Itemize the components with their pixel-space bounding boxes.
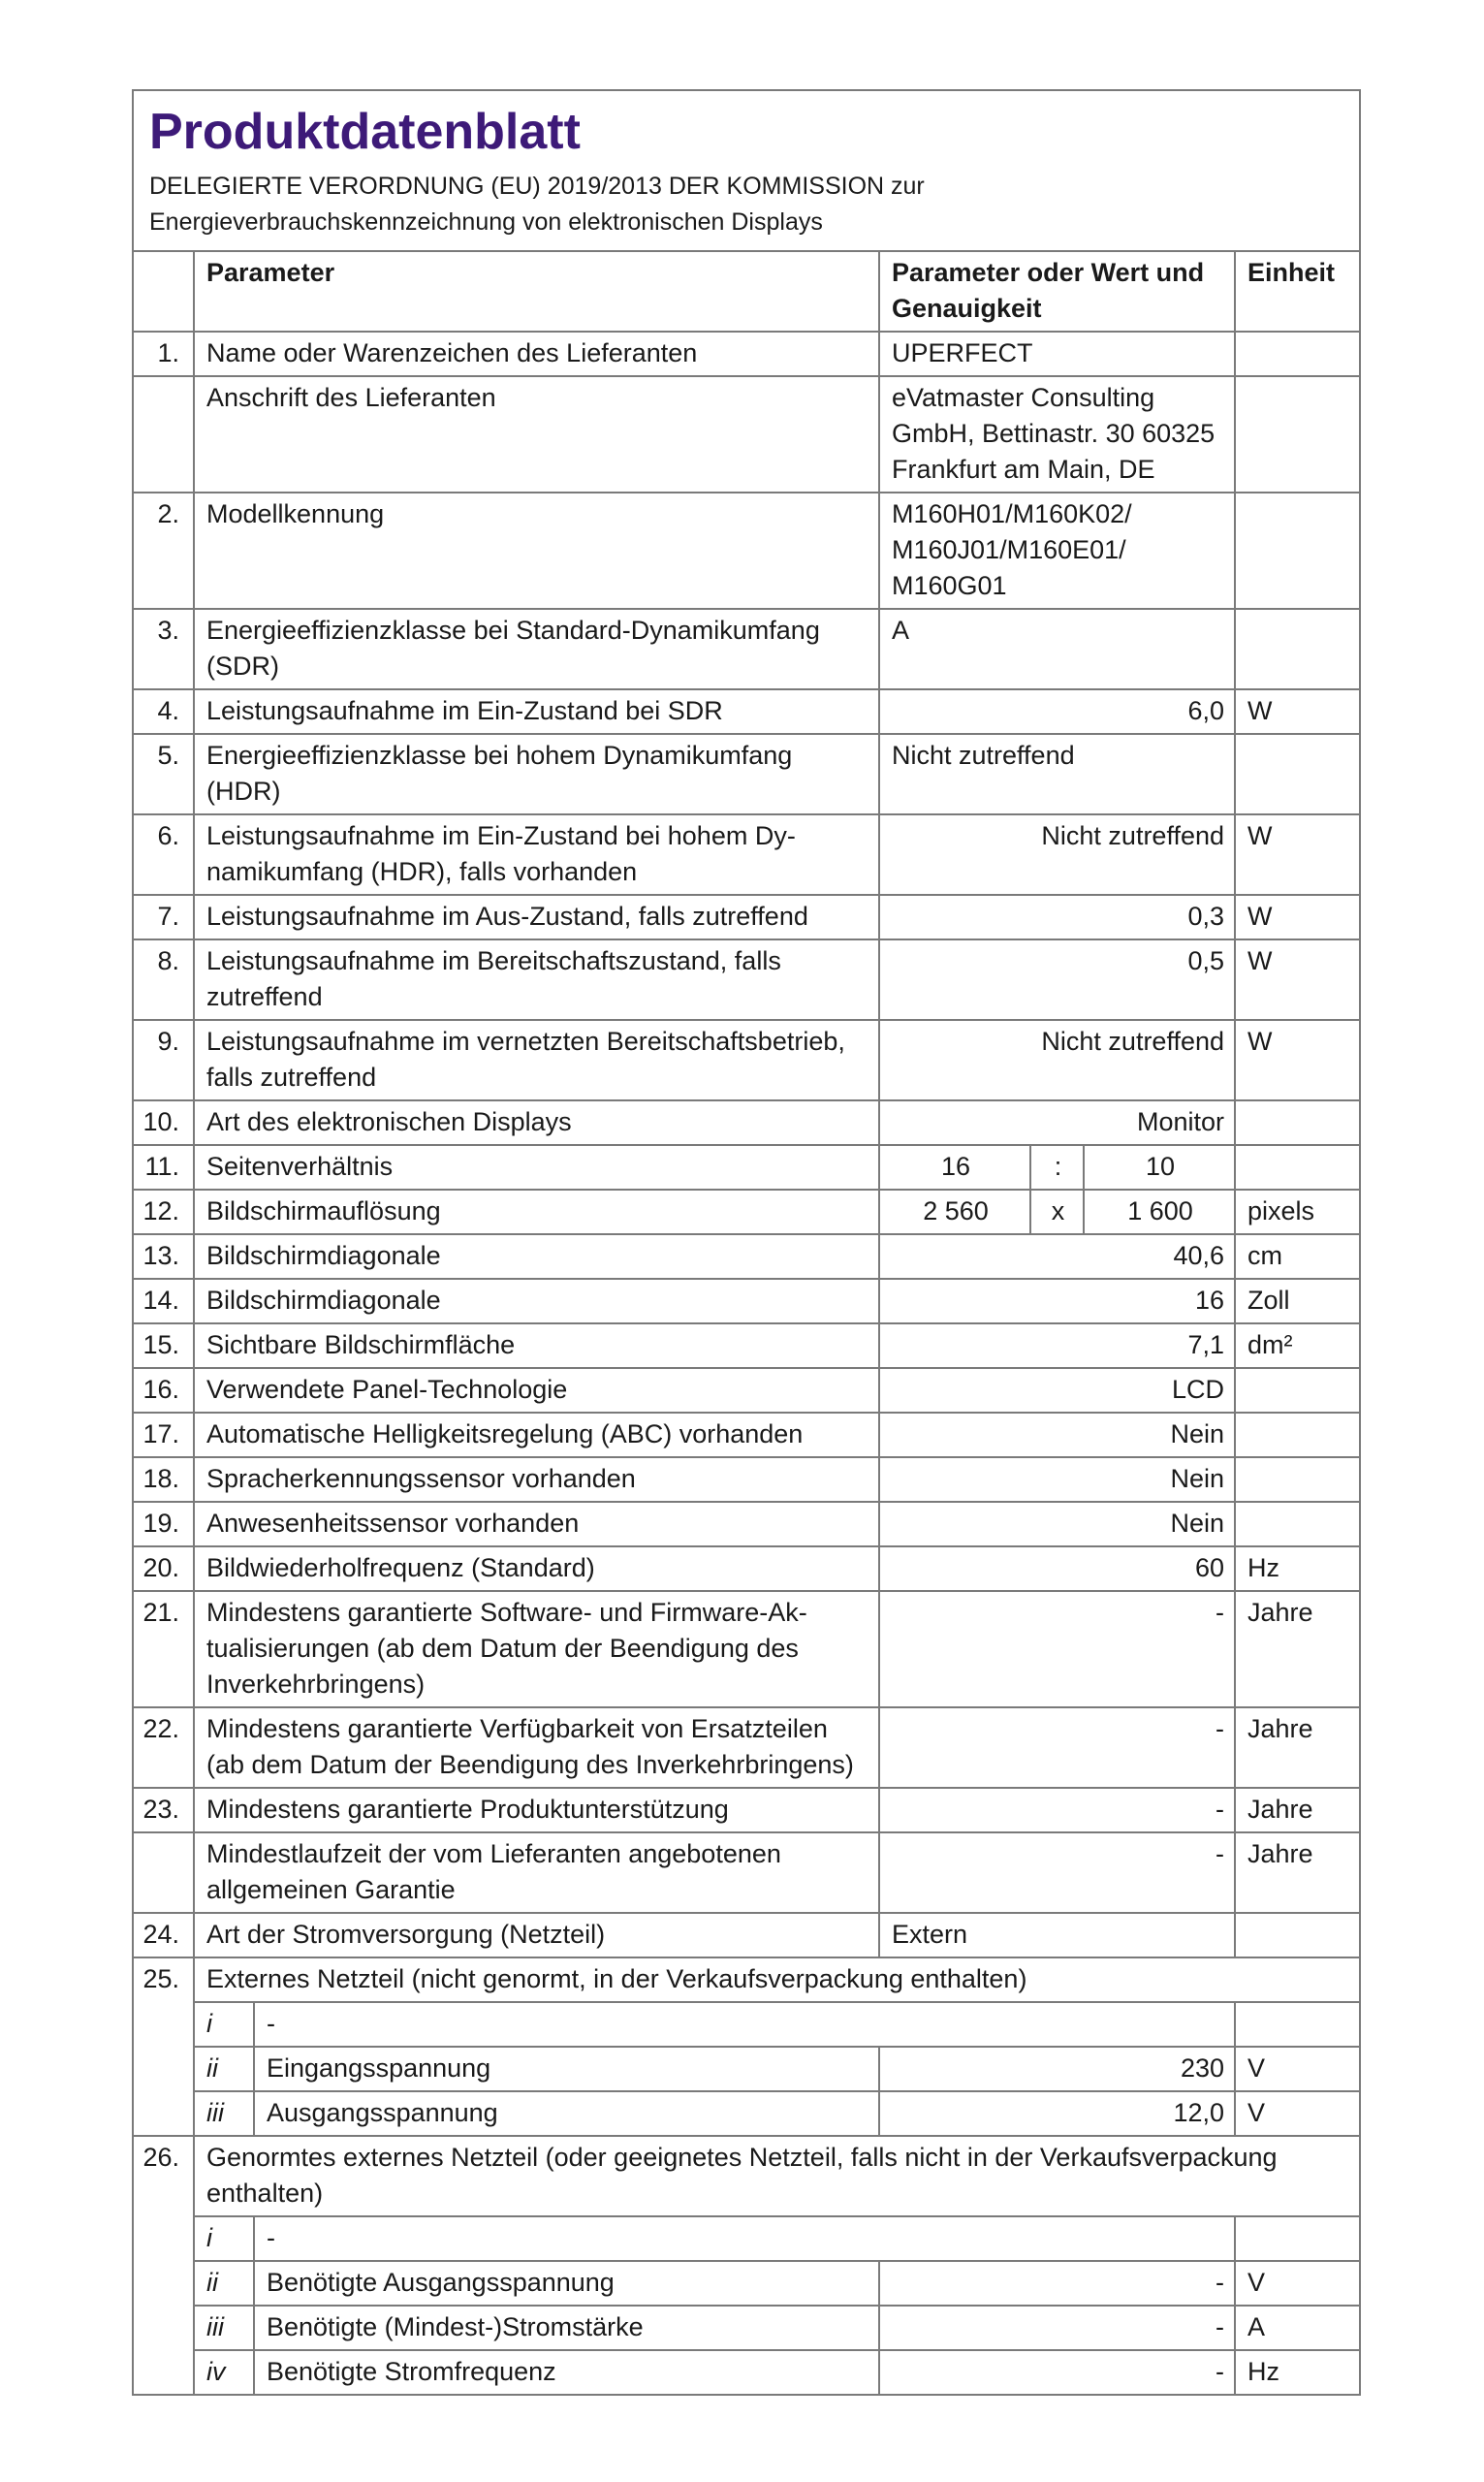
row-number: 19. bbox=[134, 1502, 194, 1546]
table-row bbox=[134, 1832, 1359, 1913]
row-value-a: 16 bbox=[879, 1145, 1030, 1190]
row-unit: V bbox=[1235, 2091, 1359, 2136]
table-row bbox=[134, 939, 1359, 1020]
row-value: 16 bbox=[879, 1279, 1235, 1323]
subrow-label: Benötigte (Mindest-)Stromstärke bbox=[254, 2306, 879, 2350]
row-label: Externes Netzteil (nicht genormt, in der Verkaufsverpackung enthalten) bbox=[194, 1957, 1359, 2002]
row-value: Nein bbox=[879, 1413, 1235, 1457]
row-label: Energieeffizienzklasse bei Standard-Dynamikumfang (SDR) bbox=[194, 609, 879, 689]
sheet-header bbox=[134, 91, 1359, 252]
row-unit bbox=[1235, 332, 1359, 376]
table-row bbox=[134, 1913, 1359, 1957]
row-label: Sichtbare Bildschirmfläche bbox=[194, 1323, 879, 1368]
row-value: 6,0 bbox=[879, 689, 1235, 734]
row-unit bbox=[1235, 734, 1359, 814]
row-number: 25. bbox=[134, 1957, 194, 2002]
row-label: Bildschirmdiagonale bbox=[194, 1234, 879, 1279]
row-unit: W bbox=[1235, 689, 1359, 734]
table-row bbox=[134, 1591, 1359, 1707]
row-number: 24. bbox=[134, 1913, 194, 1957]
row-number: 23. bbox=[134, 1788, 194, 1832]
table-row bbox=[134, 1020, 1359, 1100]
row-unit bbox=[1235, 1457, 1359, 1502]
row-label: Genormtes externes Netzteil (oder geeignetes Netzteil, falls nicht in der Verkaufsverpackung enthalten) bbox=[194, 2136, 1359, 2216]
row-unit: V bbox=[1235, 2047, 1359, 2091]
table-row bbox=[134, 1957, 1359, 2002]
row-label: Mindestens garantierte Produktunterstützung bbox=[194, 1788, 879, 1832]
row-label: Automatische Helligkeitsregelung (ABC) vorhanden bbox=[194, 1413, 879, 1457]
row-label: Mindestens garantierte Verfügbarkeit von Ersatzteilen (ab dem Datum der Beendigung des Inverkehrbringens) bbox=[194, 1707, 879, 1788]
row-label: Bildschirmauflösung bbox=[194, 1190, 879, 1234]
row-value: 230 bbox=[879, 2047, 1235, 2091]
subrow-label: Benötigte Ausgangsspannung bbox=[254, 2261, 879, 2306]
row-label: Spracherkennungssensor vorhanden bbox=[194, 1457, 879, 1502]
page-title: Produktdatenblatt bbox=[149, 104, 581, 160]
table-row bbox=[134, 1323, 1359, 1368]
row-value: 60 bbox=[879, 1546, 1235, 1591]
row-unit: W bbox=[1235, 1020, 1359, 1100]
product-data-sheet bbox=[132, 89, 1361, 2396]
row-unit: Jahre bbox=[1235, 1591, 1359, 1707]
row-value: - bbox=[879, 1591, 1235, 1707]
row-unit: pixels bbox=[1235, 1190, 1359, 1234]
table-row bbox=[134, 1502, 1359, 1546]
table-row bbox=[134, 1788, 1359, 1832]
row-unit bbox=[1235, 1913, 1359, 1957]
row-value: 40,6 bbox=[879, 1234, 1235, 1279]
row-value-b: 1 600 bbox=[1084, 1190, 1235, 1234]
row-unit: Jahre bbox=[1235, 1832, 1359, 1913]
row-value: Nicht zutreffend bbox=[879, 1020, 1235, 1100]
row-unit bbox=[1235, 376, 1359, 493]
row-value: Nein bbox=[879, 1502, 1235, 1546]
row-number: 11. bbox=[134, 1145, 194, 1190]
regulation-line-1: DELEGIERTE VERORDNUNG (EU) 2019/2013 DER KOMMISSION zur bbox=[149, 173, 925, 200]
row-unit: Jahre bbox=[1235, 1707, 1359, 1788]
subrow-label: Benötigte Stromfrequenz bbox=[254, 2350, 879, 2394]
row-unit bbox=[1235, 609, 1359, 689]
table-header-row bbox=[134, 252, 1359, 332]
table-subrow bbox=[134, 2306, 1359, 2350]
table-subrow bbox=[134, 2350, 1359, 2394]
row-value: 7,1 bbox=[879, 1323, 1235, 1368]
row-value: Monitor bbox=[879, 1100, 1235, 1145]
table-row bbox=[134, 493, 1359, 609]
table-subrow bbox=[134, 2047, 1359, 2091]
row-unit: A bbox=[1235, 2306, 1359, 2350]
table-row bbox=[134, 689, 1359, 734]
table-subrow bbox=[134, 2216, 1359, 2261]
row-unit bbox=[1235, 2216, 1359, 2261]
column-header-unit: Einheit bbox=[1235, 252, 1359, 332]
row-label: Art der Stromversorgung (Netzteil) bbox=[194, 1913, 879, 1957]
row-number: 5. bbox=[134, 734, 194, 814]
row-number: 18. bbox=[134, 1457, 194, 1502]
row-label: Anschrift des Lieferanten bbox=[194, 376, 879, 493]
table-subrow bbox=[134, 2091, 1359, 2136]
row-number: 14. bbox=[134, 1279, 194, 1323]
column-header-parameter: Parameter bbox=[194, 252, 879, 332]
row-number: 9. bbox=[134, 1020, 194, 1100]
row-unit: W bbox=[1235, 895, 1359, 939]
table-subrow bbox=[134, 2261, 1359, 2306]
row-number: 6. bbox=[134, 814, 194, 895]
row-value: - bbox=[879, 2261, 1235, 2306]
row-value: 0,5 bbox=[879, 939, 1235, 1020]
row-number: 8. bbox=[134, 939, 194, 1020]
table-subrow bbox=[134, 2002, 1359, 2047]
row-number: 10. bbox=[134, 1100, 194, 1145]
row-number: 21. bbox=[134, 1591, 194, 1707]
row-value: 12,0 bbox=[879, 2091, 1235, 2136]
row-unit: Hz bbox=[1235, 1546, 1359, 1591]
row-unit bbox=[1235, 1502, 1359, 1546]
row-label: Energieeffizienzklasse bei hohem Dynamikumfang (HDR) bbox=[194, 734, 879, 814]
row-value: UPERFECT bbox=[879, 332, 1235, 376]
row-value-separator: : bbox=[1030, 1145, 1084, 1190]
row-unit: cm bbox=[1235, 1234, 1359, 1279]
row-label: Bildwiederholfrequenz (Standard) bbox=[194, 1546, 879, 1591]
subrow-index: ii bbox=[194, 2047, 254, 2091]
row-label: Leistungsaufnahme im Bereitschaftszustand, falls zutreffend bbox=[194, 939, 879, 1020]
row-value: 0,3 bbox=[879, 895, 1235, 939]
row-label: Mindestlaufzeit der vom Lieferanten angebotenen allgemeinen Garantie bbox=[194, 1832, 879, 1913]
table-row bbox=[134, 1413, 1359, 1457]
row-unit bbox=[1235, 1145, 1359, 1190]
row-unit: W bbox=[1235, 939, 1359, 1020]
row-label: Verwendete Panel-Technologie bbox=[194, 1368, 879, 1413]
subrow-label: - bbox=[254, 2216, 1235, 2261]
row-value: Nein bbox=[879, 1457, 1235, 1502]
row-value-separator: x bbox=[1030, 1190, 1084, 1234]
row-unit: Jahre bbox=[1235, 1788, 1359, 1832]
row-value: - bbox=[879, 2350, 1235, 2394]
row-unit: Zoll bbox=[1235, 1279, 1359, 1323]
row-label: Leistungsaufnahme im vernetzten Bereitschaftsbetrieb, falls zutreffend bbox=[194, 1020, 879, 1100]
row-unit: dm² bbox=[1235, 1323, 1359, 1368]
table-row bbox=[134, 734, 1359, 814]
row-label: Name oder Warenzeichen des Lieferanten bbox=[194, 332, 879, 376]
table-row bbox=[134, 1546, 1359, 1591]
row-number: 20. bbox=[134, 1546, 194, 1591]
subrow-index: iii bbox=[194, 2091, 254, 2136]
row-label: Leistungsaufnahme im Ein-Zustand bei hohem Dynamikumfang (HDR), falls vorhanden bbox=[194, 814, 879, 895]
row-value: Nicht zutreffend bbox=[879, 814, 1235, 895]
row-number: 1. bbox=[134, 332, 194, 376]
row-unit bbox=[1235, 2002, 1359, 2047]
table-row bbox=[134, 1457, 1359, 1502]
table-row bbox=[134, 2136, 1359, 2216]
row-unit bbox=[1235, 1368, 1359, 1413]
row-value: eVatmaster Consulting GmbH, Bettinastr. 30 60325 Frankfurt am Main, DE bbox=[879, 376, 1235, 493]
row-unit bbox=[1235, 1413, 1359, 1457]
row-number: 7. bbox=[134, 895, 194, 939]
row-unit: W bbox=[1235, 814, 1359, 895]
row-value: - bbox=[879, 1832, 1235, 1913]
table-row bbox=[134, 609, 1359, 689]
row-unit bbox=[1235, 493, 1359, 609]
subrow-index: iii bbox=[194, 2306, 254, 2350]
table-row bbox=[134, 1368, 1359, 1413]
row-number: 2. bbox=[134, 493, 194, 609]
row-number: 15. bbox=[134, 1323, 194, 1368]
subrow-index: iv bbox=[194, 2350, 254, 2394]
row-label: Anwesenheitssensor vorhanden bbox=[194, 1502, 879, 1546]
row-number: 17. bbox=[134, 1413, 194, 1457]
column-header-value: Parameter oder Wert und Genauigkeit bbox=[879, 252, 1235, 332]
row-value: - bbox=[879, 1788, 1235, 1832]
table-row bbox=[134, 895, 1359, 939]
row-unit bbox=[1235, 1100, 1359, 1145]
row-number: 12. bbox=[134, 1190, 194, 1234]
row-number: 26. bbox=[134, 2136, 194, 2216]
row-number: 3. bbox=[134, 609, 194, 689]
table-row bbox=[134, 1707, 1359, 1788]
row-value: - bbox=[879, 2306, 1235, 2350]
table-row bbox=[134, 1145, 1359, 1190]
row-label: Bildschirmdiagonale bbox=[194, 1279, 879, 1323]
subrow-label: Eingangsspannung bbox=[254, 2047, 879, 2091]
subrow-index: i bbox=[194, 2216, 254, 2261]
row-value: - bbox=[879, 1707, 1235, 1788]
row-value: A bbox=[879, 609, 1235, 689]
row-unit: V bbox=[1235, 2261, 1359, 2306]
row-number: 16. bbox=[134, 1368, 194, 1413]
row-value: Nicht zutreffend bbox=[879, 734, 1235, 814]
row-label: Art des elektronischen Displays bbox=[194, 1100, 879, 1145]
table-row bbox=[134, 1234, 1359, 1279]
table-row bbox=[134, 1190, 1359, 1234]
table-row bbox=[134, 332, 1359, 376]
table-row bbox=[134, 376, 1359, 493]
table-row bbox=[134, 1279, 1359, 1323]
row-number: 13. bbox=[134, 1234, 194, 1279]
table-row bbox=[134, 1100, 1359, 1145]
subrow-index: ii bbox=[194, 2261, 254, 2306]
row-number: 4. bbox=[134, 689, 194, 734]
table-row bbox=[134, 814, 1359, 895]
row-label: Leistungsaufnahme im Ein-Zustand bei SDR bbox=[194, 689, 879, 734]
row-unit: Hz bbox=[1235, 2350, 1359, 2394]
row-label: Modellkennung bbox=[194, 493, 879, 609]
subrow-label: - bbox=[254, 2002, 1235, 2047]
row-value: LCD bbox=[879, 1368, 1235, 1413]
row-value: Extern bbox=[879, 1913, 1235, 1957]
row-label: Leistungsaufnahme im Aus-Zustand, falls zutreffend bbox=[194, 895, 879, 939]
regulation-line-2: Energieverbrauchskennzeichnung von elektronischen Displays bbox=[149, 208, 823, 236]
subrow-index: i bbox=[194, 2002, 254, 2047]
row-label: Seitenverhältnis bbox=[194, 1145, 879, 1190]
parameter-table bbox=[134, 252, 1359, 2394]
row-value: M160H01/M160K02/ M160J01/M160E01/ M160G01 bbox=[879, 493, 1235, 609]
row-number: 22. bbox=[134, 1707, 194, 1788]
row-value-b: 10 bbox=[1084, 1145, 1235, 1190]
row-value-a: 2 560 bbox=[879, 1190, 1030, 1234]
row-label: Mindestens garantierte Software- und Firmware-Aktualisierungen (ab dem Datum der Beendigung des Inverkehrbringens) bbox=[194, 1591, 879, 1707]
subrow-label: Ausgangsspannung bbox=[254, 2091, 879, 2136]
